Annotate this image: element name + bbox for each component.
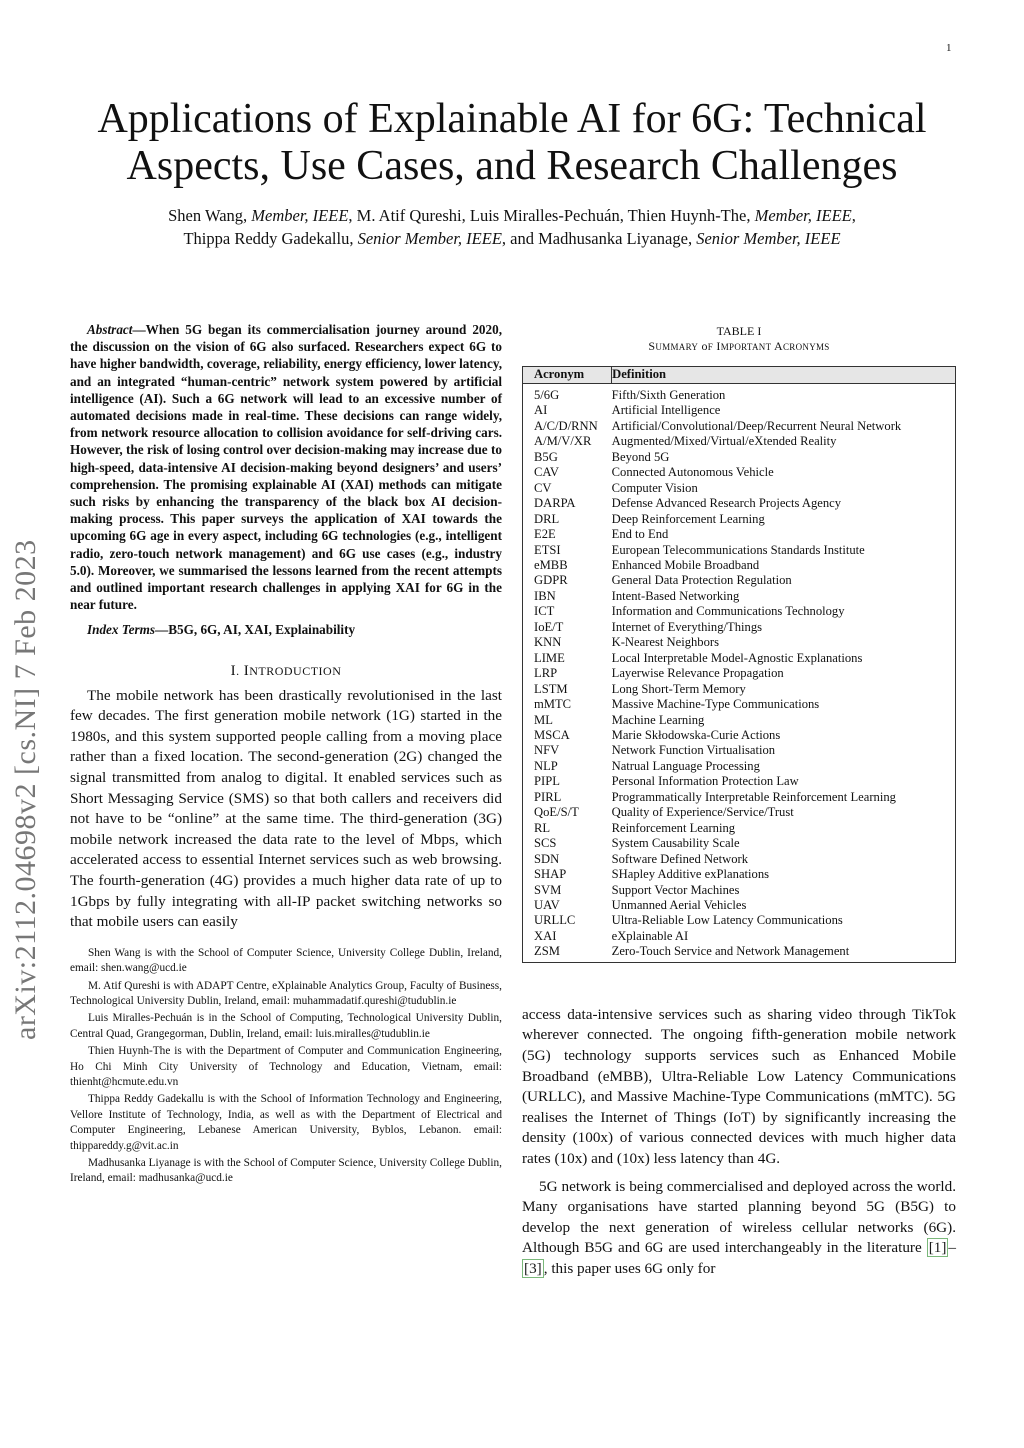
definition-cell: K-Nearest Neighbors xyxy=(611,635,719,650)
table-body xyxy=(523,384,956,963)
acronym-cell: ZSM xyxy=(534,944,560,959)
acronym-cell: A/M/V/XR xyxy=(534,434,592,449)
title-line-1: Applications of Explainable AI for 6G: Technical xyxy=(97,96,927,142)
table-subcaption-text: SUMMARY oF IMPORTANT ACRONYMS xyxy=(648,339,830,353)
table-row xyxy=(523,635,956,650)
title-line-2: Aspects, Use Cases, and Research Challenges xyxy=(126,143,898,189)
table-row xyxy=(523,450,956,465)
footnote: Thippa Reddy Gadekallu is with the School of Information Technology and Engineering, Vellore Institute of Technology, India, as well as with the Department of Electrical and Computer Engineering, Lebanese American University, Byblos, Lebanon. email: thippareddy.g@vit.ac.in xyxy=(70,1093,502,1152)
table-row xyxy=(523,836,956,851)
acronym-cell: ICT xyxy=(534,604,555,619)
table-row xyxy=(523,852,956,867)
acronym-cell: NLP xyxy=(534,758,558,773)
author-text: Shen Wang, xyxy=(168,206,248,225)
acronym-cell: IoE/T xyxy=(534,619,564,634)
table-row xyxy=(523,821,956,836)
table-row xyxy=(523,898,956,913)
definition-cell: Reinforcement Learning xyxy=(611,820,736,835)
acronym-cell: CV xyxy=(534,480,552,495)
definition-cell: European Telecommunications Standards Institute xyxy=(611,542,865,557)
author-role: Member, IEEE xyxy=(754,206,852,225)
acronym-table xyxy=(522,366,956,963)
acronym-cell: SHAP xyxy=(534,867,567,882)
author-role: Senior Member, IEEE xyxy=(357,229,502,248)
acronym-cell: ETSI xyxy=(534,542,561,557)
table-row xyxy=(523,512,956,527)
acronym-cell: SDN xyxy=(534,851,560,866)
left-column xyxy=(70,321,502,1189)
table-caption: TABLE I xyxy=(716,324,762,338)
acronym-cell: GDPR xyxy=(534,573,568,588)
definition-cell: Ultra-Reliable Low Latency Communications xyxy=(611,913,843,928)
author-text: , and Madhusanka Liyanage, xyxy=(501,229,693,248)
acronym-cell: MSCA xyxy=(534,727,570,742)
footnote: M. Atif Qureshi is with ADAPT Centre, eXplainable Analytics Group, Faculty of Business, Technological University Dublin, Ireland, email: muhammadatif.qureshi@tudublin.ie xyxy=(70,979,502,1007)
acronym-cell: PIPL xyxy=(534,774,560,789)
citation-link[interactable]: [3] xyxy=(524,1259,542,1277)
definition-cell: eXplainable AI xyxy=(611,928,689,943)
acronym-cell: DARPA xyxy=(534,496,576,511)
table-subcaption xyxy=(522,339,956,355)
acronym-cell: mMTC xyxy=(534,697,572,712)
table-row xyxy=(523,929,956,944)
table-row xyxy=(523,403,956,418)
table-row xyxy=(523,743,956,758)
author-list xyxy=(60,204,964,250)
citation-number: 1 xyxy=(933,1239,942,1257)
table-row xyxy=(523,666,956,681)
definition-cell: Support Vector Machines xyxy=(611,882,740,897)
acronym-cell: LRP xyxy=(534,666,558,681)
table-row xyxy=(523,713,956,728)
author-role: Member, IEEE xyxy=(251,206,349,225)
definition-cell: Intent-Based Networking xyxy=(611,588,740,603)
definition-cell: Long Short-Term Memory xyxy=(611,681,746,696)
definition-cell: SHapley Additive exPlanations xyxy=(611,867,770,882)
acronym-cell: B5G xyxy=(534,449,558,464)
table-row xyxy=(523,604,956,619)
table-row xyxy=(523,527,956,542)
definition-cell: Enhanced Mobile Broadband xyxy=(611,557,760,572)
definition-cell: Machine Learning xyxy=(611,712,705,727)
index-terms-text: —B5G, 6G, AI, XAI, Explainability xyxy=(155,622,356,638)
acronym-cell: SVM xyxy=(534,882,562,897)
definition-cell: Local Interpretable Model-Agnostic Explanations xyxy=(611,650,863,665)
author-text: Thippa Reddy Gadekallu, xyxy=(183,229,354,248)
body-paragraph xyxy=(522,1177,956,1280)
acronym-cell: AI xyxy=(534,403,548,418)
definition-cell: System Causability Scale xyxy=(611,836,740,851)
citation-number: 3 xyxy=(529,1259,537,1277)
citation-link[interactable]: [1] xyxy=(928,1239,947,1257)
footnote: Madhusanka Liyanage is with the School of Computer Science, University College Dublin, Ireland, email: madhusanka@ucd.ie xyxy=(70,1157,502,1185)
index-terms-label: Index Terms xyxy=(87,622,156,638)
definition-cell: Massive Machine-Type Communications xyxy=(611,697,820,712)
table-row xyxy=(523,867,956,882)
definition-cell: Artificial/Convolutional/Deep/Recurrent Neural Network xyxy=(611,418,902,433)
intro-paragraph: The mobile network has been drastically revolutionised in the last few decades. The first generation mobile network (1G) started in the 1980s, and this system supported people calling from a moving place rather than a fixed location. The second-generation (2G) changed the signal transmitted from analog to digital. It enabled services such as Short Messaging Service (SMS) so that both callers and receivers did not have to be “online” at the same time. The third-generation (3G) mobile network increased the data rate to the level of Mbps, which accelerated access to essential Internet services such as web browsing. The fourth-generation (4G) provides a much higher data rate of up to 1Gbps by fully integrating with all-IP packet switching networks so that mobile users can easily xyxy=(70,686,502,931)
definition-cell: Layerwise Relevance Propagation xyxy=(611,666,784,681)
table-row xyxy=(523,759,956,774)
table-row xyxy=(523,913,956,928)
abstract xyxy=(70,321,502,613)
acronym-cell: 5/6G xyxy=(534,388,560,402)
right-column xyxy=(522,324,956,1286)
paper-title xyxy=(60,96,964,190)
table-header-row xyxy=(523,367,956,384)
definition-cell: Natrual Language Processing xyxy=(611,758,760,773)
table-row xyxy=(523,481,956,496)
acronym-cell: LSTM xyxy=(534,681,568,696)
table-row xyxy=(523,944,956,962)
abstract-label: Abstract xyxy=(87,322,133,337)
table-row xyxy=(523,496,956,511)
table-row xyxy=(523,774,956,789)
arxiv-identifier[interactable]: arXiv:2112.04698v2 [cs.NI] 7 Feb 2023 xyxy=(9,539,42,1040)
definition-cell: Information and Communications Technology xyxy=(611,604,845,619)
definition-cell: Marie Skłodowska-Curie Actions xyxy=(611,727,781,742)
table-row xyxy=(523,558,956,573)
table-row xyxy=(523,697,956,712)
table-row xyxy=(523,573,956,588)
definition-cell: Zero-Touch Service and Network Management xyxy=(611,944,850,959)
definition-cell: Programmatically Interpretable Reinforcement Learning xyxy=(611,789,896,804)
acronym-cell: ML xyxy=(534,712,553,727)
table-row xyxy=(523,805,956,820)
table-row xyxy=(523,419,956,434)
definition-cell: Software Defined Network xyxy=(611,851,749,866)
body-paragraph: access data-intensive services such as sharing video through TikTok wherever connected. The ongoing fifth-generation mobile network (5G) technology supports services such as Enhanced Mobile Broadband (eMBB), Ultra-Reliable Low Latency Communications (URLLC), and Massive Machine-Type Communications (mMTC). 5G realises the Internet of Things (IoT) by significantly increasing the density (100x) of various connected devices with much higher data rates (10x) and (10x) less latency than 4G. xyxy=(522,1005,956,1167)
definition-cell: Quality of Experience/Service/Trust xyxy=(611,805,794,820)
acronym-cell: QoE/S/T xyxy=(534,805,579,820)
column-header-definition: Definition xyxy=(612,367,956,384)
table-row xyxy=(523,790,956,805)
acronym-cell: E2E xyxy=(534,527,556,542)
paragraph-text: 5G network is being commercialised and deployed across the world. Many organisations have started planning beyond 5G (B5G) to develop the next generation of wireless cellular networks (6G). Although B5G and 6G are used interchangeably in the literature xyxy=(522,1177,956,1257)
footnote: Shen Wang is with the School of Computer Science, University College Dublin, Ireland, email: shen.wang@ucd.ie xyxy=(70,946,502,975)
acronym-cell: PIRL xyxy=(534,789,562,804)
acronym-cell: A/C/D/RNN xyxy=(534,418,598,433)
section-heading xyxy=(70,663,502,680)
author-role: Senior Member, IEEE xyxy=(696,229,841,248)
acronym-cell: eMBB xyxy=(534,557,568,572)
author-text: , M. Atif Qureshi, Luis Miralles-Pechuán, Thien Huynh-The, xyxy=(348,206,751,225)
table-row xyxy=(523,883,956,898)
acronym-cell: UAV xyxy=(534,897,560,912)
definition-cell: Personal Information Protection Law xyxy=(611,774,799,789)
table-row xyxy=(523,384,956,404)
author-footnotes xyxy=(70,946,502,1187)
intro-continuation xyxy=(522,1005,956,1280)
definition-cell: Augmented/Mixed/Virtual/eXtended Reality xyxy=(611,434,837,449)
acronym-cell: IBN xyxy=(534,588,556,603)
definition-cell: Defense Advanced Research Projects Agency xyxy=(611,496,842,511)
acronym-cell: RL xyxy=(534,820,551,835)
table-row xyxy=(523,728,956,743)
table-row xyxy=(523,543,956,558)
acronym-cell: SCS xyxy=(534,836,557,851)
acronym-cell: DRL xyxy=(534,511,560,526)
abstract-text: —When 5G began its commercialisation journey around 2020, the discussion on the vision of 6G also surfaced. Researchers expect 6G to have higher bandwidth, coverage, reliability, energy efficiency, lower latency, and an integrated “human-centric” network system powered by artificial intelligence (AI). Such a 6G network will lead to an excessive number of automated decisions made in real-time. These decisions can range widely, from network resource allocation to collision avoidance for self-driving cars. However, the risk of losing control over decision-making may increase due to high-speed, data-intensive AI decision-making beyond designers’ and users’ comprehension. The promising explainable AI (XAI) methods can mitigate such risks by enhancing the transparency of the black box AI decision-making process. This paper surveys the application of XAI towards the upcoming 6G age in every aspect, including 6G technologies (e.g., intelligent radio, zero-touch network management) and 6G use cases (e.g., industry 5.0). Moreover, we summarised the lessons learned from the recent attempts and outlined important research challenges in applying XAI for 6G in the near future. xyxy=(70,322,502,613)
definition-cell: Network Function Virtualisation xyxy=(611,743,776,758)
footnote: Thien Huynh-The is with the Department of Computer and Communication Engineering, Ho Chi Minh City University of Technology and Education, Vietnam, email: thienht@hcmute.edu.vn xyxy=(70,1045,502,1089)
table-row xyxy=(523,434,956,449)
definition-cell: Internet of Everything/Things xyxy=(611,619,763,634)
acronym-cell: CAV xyxy=(534,465,559,480)
table-row xyxy=(523,620,956,635)
definition-cell: Beyond 5G xyxy=(611,449,670,464)
acronym-cell: NFV xyxy=(534,743,560,758)
definition-cell: End to End xyxy=(611,527,669,542)
footnote: Luis Miralles-Pechuán is in the School of Computing, Technological University Dublin, Central Quad, Grangegorman, Dublin, Ireland, email: luis.miralles@tudublin.ie xyxy=(70,1012,502,1040)
citation-dash: – xyxy=(948,1239,956,1257)
paragraph-text: , this paper uses 6G only for xyxy=(543,1259,716,1277)
acronym-cell: LIME xyxy=(534,650,565,665)
author-text: , xyxy=(851,206,856,225)
definition-cell: Computer Vision xyxy=(611,480,698,495)
acronym-cell: XAI xyxy=(534,928,557,943)
definition-cell: Unmanned Aerial Vehicles xyxy=(611,897,747,912)
column-header-acronym: Acronym xyxy=(523,367,612,384)
table-row xyxy=(523,682,956,697)
table-row xyxy=(523,589,956,604)
section-heading-text: I. INTRODUCTION xyxy=(230,662,342,679)
definition-cell: Deep Reinforcement Learning xyxy=(611,511,765,526)
definition-cell: General Data Protection Regulation xyxy=(611,573,792,588)
table-row xyxy=(523,465,956,480)
definition-cell: Fifth/Sixth Generation xyxy=(611,388,726,402)
table-row xyxy=(523,651,956,666)
acronym-cell: URLLC xyxy=(534,913,576,928)
definition-cell: Artificial Intelligence xyxy=(611,403,721,418)
acronym-cell: KNN xyxy=(534,635,562,650)
page-number: 1 xyxy=(946,42,952,54)
definition-cell: Connected Autonomous Vehicle xyxy=(611,465,774,480)
index-terms xyxy=(70,621,502,638)
